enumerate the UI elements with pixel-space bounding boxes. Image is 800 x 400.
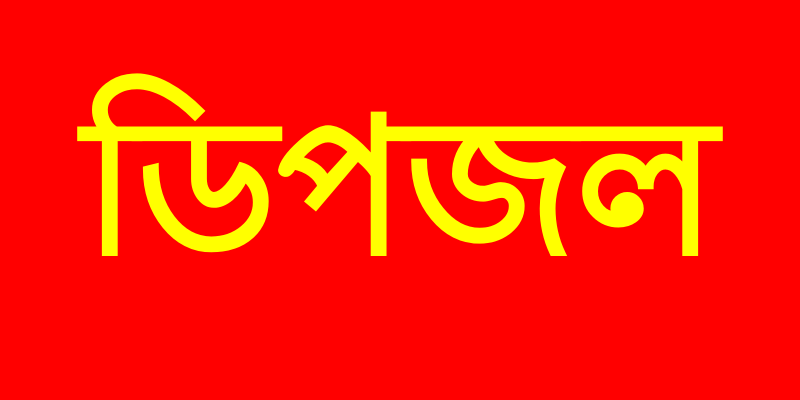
headline-text: ডিপজল — [82, 77, 718, 298]
